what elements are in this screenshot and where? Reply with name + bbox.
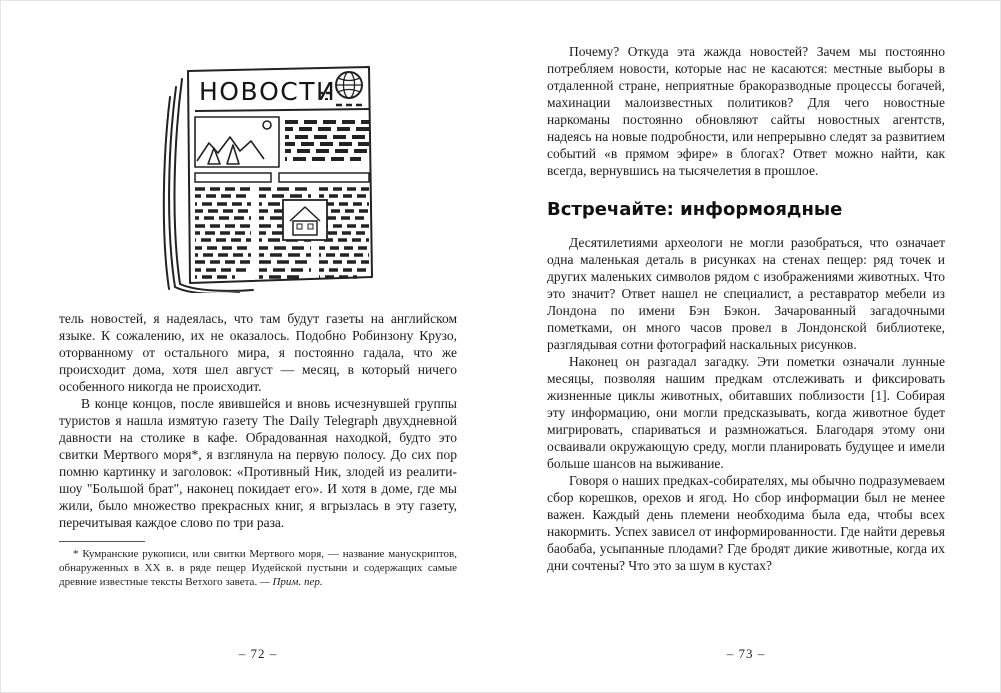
page-right [547, 1, 945, 692]
section-heading: Встречайте: информоядные [547, 199, 843, 220]
page-number-right: – 73 – [726, 646, 766, 661]
body-paragraph: В конце концов, после явившейся и вновь исчезнувшей группы туристов я нашла измятую газету The Daily Telegraph двухдневной давности на столике в кафе. Обрадованная находкой, будто это свитки Мертвого моря*, я взглянула на первую полосу. До сих пор помню картинку и заголовок: «Противный Ник, злодей из реалити-шоу "Большой брат", наконец покидает его». И хотя в доме, где мы жили, было множество прекрасных книг, я вгрызлась в эту газету, перечитывая каждое слово по три раза. [59, 396, 457, 530]
body-paragraph: тель новостей, я надеялась, что там будут газеты на английском языке. К сожалению, их не оказалось. Подобно Робинзону Крузо, оторванному от остального мира, я постоянно гадала, что же происходит дома, хотя шел август — месяц, в который ничего особенного никогда не происходит. [59, 311, 457, 394]
body-paragraph: Наконец он разгадал загадку. Эти пометки означали лунные месяцы, позволяя нашим предкам отслеживать и фиксировать жизненные циклы животных, обитавших поблизости [1]. Собирая эту информацию, они могли предсказывать, когда животное будет мигрировать, спариваться и размножаться. Благодаря этому они осваивали окружающую среду, могли планировать будущее и имели больше шансов на выживание. [547, 354, 945, 471]
body-paragraph: Почему? Откуда эта жажда новостей? Зачем мы постоянно потребляем новости, которые нас не касаются: местные выборы в отдаленной стране, неприятные бракоразводные процессы богачей, махинации малоизвестных политиков? Для чего новостные наркоманы постоянно обновляют сайты новостных агентств, надеясь на новые подробности, или непрерывно следят за развитием событий «в прямом эфире» в блогах? Ответ можно найти, как всегда, вернувшись на тысячелетия в прошлое. [547, 44, 945, 178]
footnote [59, 547, 457, 589]
footnote-source: — Прим. пер. [259, 576, 323, 588]
footnote-rule [59, 541, 145, 542]
newspaper-masthead: НОВОСТИ [199, 77, 337, 106]
page-number-left: – 72 – [238, 646, 278, 661]
page-left [59, 1, 457, 692]
footnote-body: * Кумранские рукописи, или свитки Мертвого моря, — название манускриптов, обнаруженных в XX в. в ряде пещер Иудейской пустыни и содержащих самые древние известные тексты Ветхого завета. [59, 548, 457, 588]
newspaper-house-picture [283, 200, 327, 240]
newspaper-sketch [133, 55, 383, 293]
newspaper-illustration [133, 55, 383, 298]
body-paragraph: Десятилетиями археологи не могли разобраться, что означает одна маленькая деталь в рисунках на стенах пещер: ряд точек и других маленьких символов рядом с изображениями животных. Что это значит? Ответ нашел не специалист, а реставратор мебели из Лондона по имени Бэн Бэкон. Зачарованный загадочными пометками, он много часов провел в Лондонской библиотеке, разглядывая сотни фотографий наскальных рисунков. [547, 235, 945, 352]
body-paragraph: Говоря о наших предках-собирателях, мы обычно подразумеваем сбор корешков, орехов и ягод. Но сбор информации был не менее важен. Каждый день племени необходима была еда, чтобы всех накормить. Успех зависел от информированности. Где найти деревья баобаба, усыпанные плодами? Где бродят дикие животные, когда их дни сочтены? Что это за шум в кустах? [547, 473, 945, 573]
